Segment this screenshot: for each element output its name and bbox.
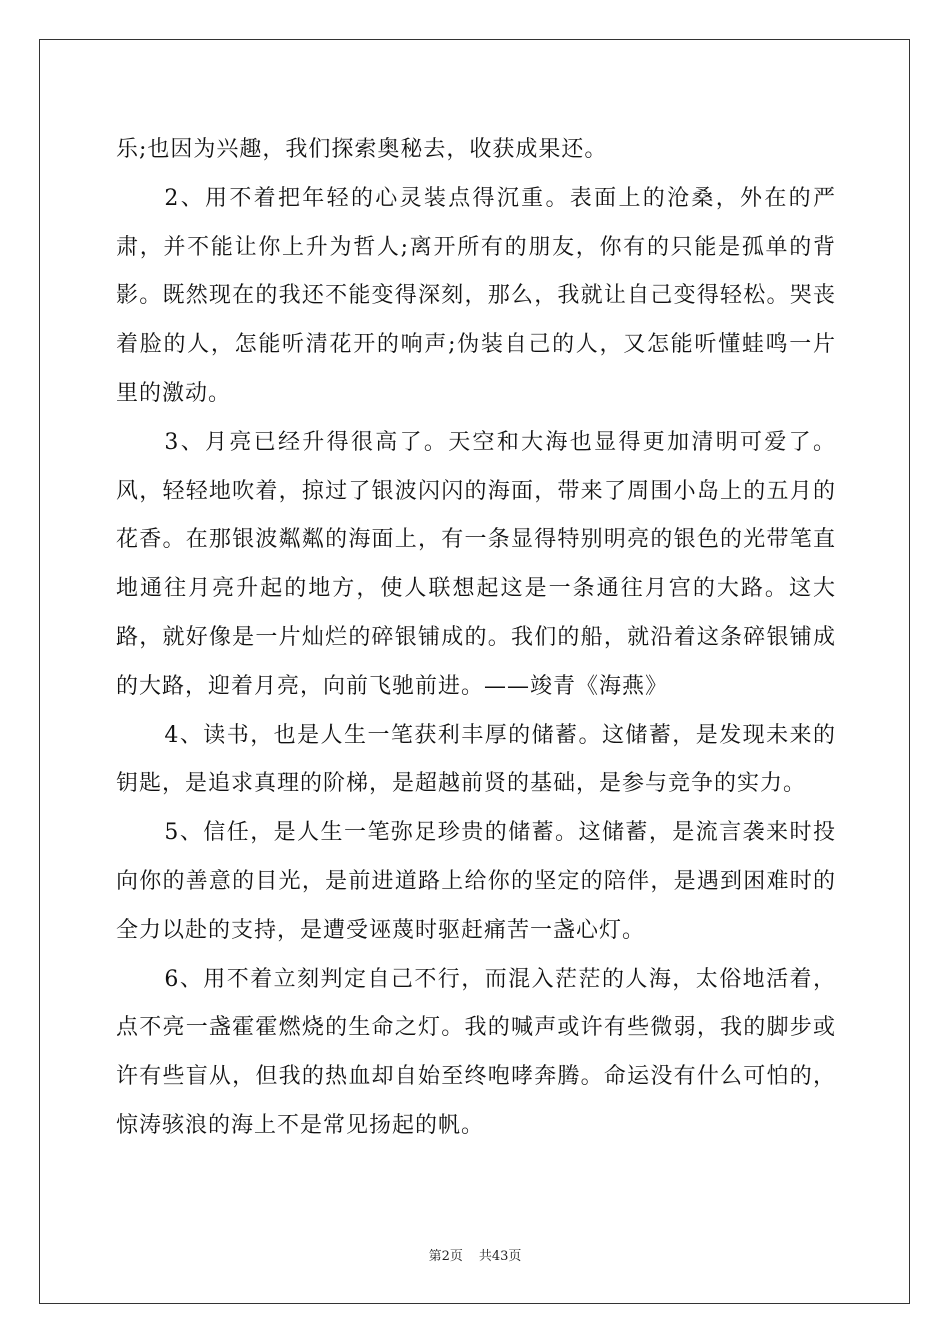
paragraph-item-6: 6、用不着立刻判定自己不行，而混入茫茫的人海，太俗地活着，点不亮一盏霍霍燃烧的生命之灯。我的喊声或许有些微弱，我的脚步或许有些盲从，但我的热血却自始至终咆哮奔腾。命运没有什么可怕的，惊涛骇浪的海上不是常见扬起的帆。 [116, 966, 836, 1138]
paragraph-continued: 乐;也因为兴趣，我们探索奥秘去，收获成果还。 [116, 137, 608, 162]
paragraph-item-3: 3、月亮已经升得很高了。天空和大海也显得更加清明可爱了。风，轻轻地吹着，掠过了银波闪闪的海面，带来了周围小岛上的五月的花香。在那银波粼粼的海面上，有一条显得特别明亮的银色的光带笔直地通往月亮升起的地方，使人联想起这是一条通往月宫的大路。这大路，就好像是一片灿烂的碎银铺成的。我们的船，就沿着这条碎银铺成的大路，迎着月亮，向前飞驰前进。——竣青《海燕》 [116, 429, 836, 699]
page-number: 第2页 [428, 1249, 463, 1264]
page-footer [0, 1245, 950, 1264]
total-pages: 共43页 [478, 1249, 522, 1264]
paragraph-item-4: 4、读书，也是人生一笔获利丰厚的储蓄。这储蓄，是发现未来的钥匙，是追求真理的阶梯，是超越前贤的基础，是参与竞争的实力。 [116, 722, 836, 797]
paragraph-item-2: 2、用不着把年轻的心灵装点得沉重。表面上的沧桑，外在的严肃，并不能让你上升为哲人;离开所有的朋友，你有的只能是孤单的背影。既然现在的我还不能变得深刻，那么，我就让自己变得轻松。哭丧着脸的人，怎能听清花开的响声;伪装自己的人，又怎能听懂蛙鸣一片里的激动。 [116, 185, 836, 406]
paragraph-item-5: 5、信任，是人生一笔弥足珍贵的储蓄。这储蓄，是流言袭来时投向你的善意的目光，是前进道路上给你的坚定的陪伴，是遇到困难时的全力以赴的支持，是遭受诬蔑时驱赶痛苦一盏心灯。 [116, 820, 836, 943]
document-body [116, 126, 836, 1151]
